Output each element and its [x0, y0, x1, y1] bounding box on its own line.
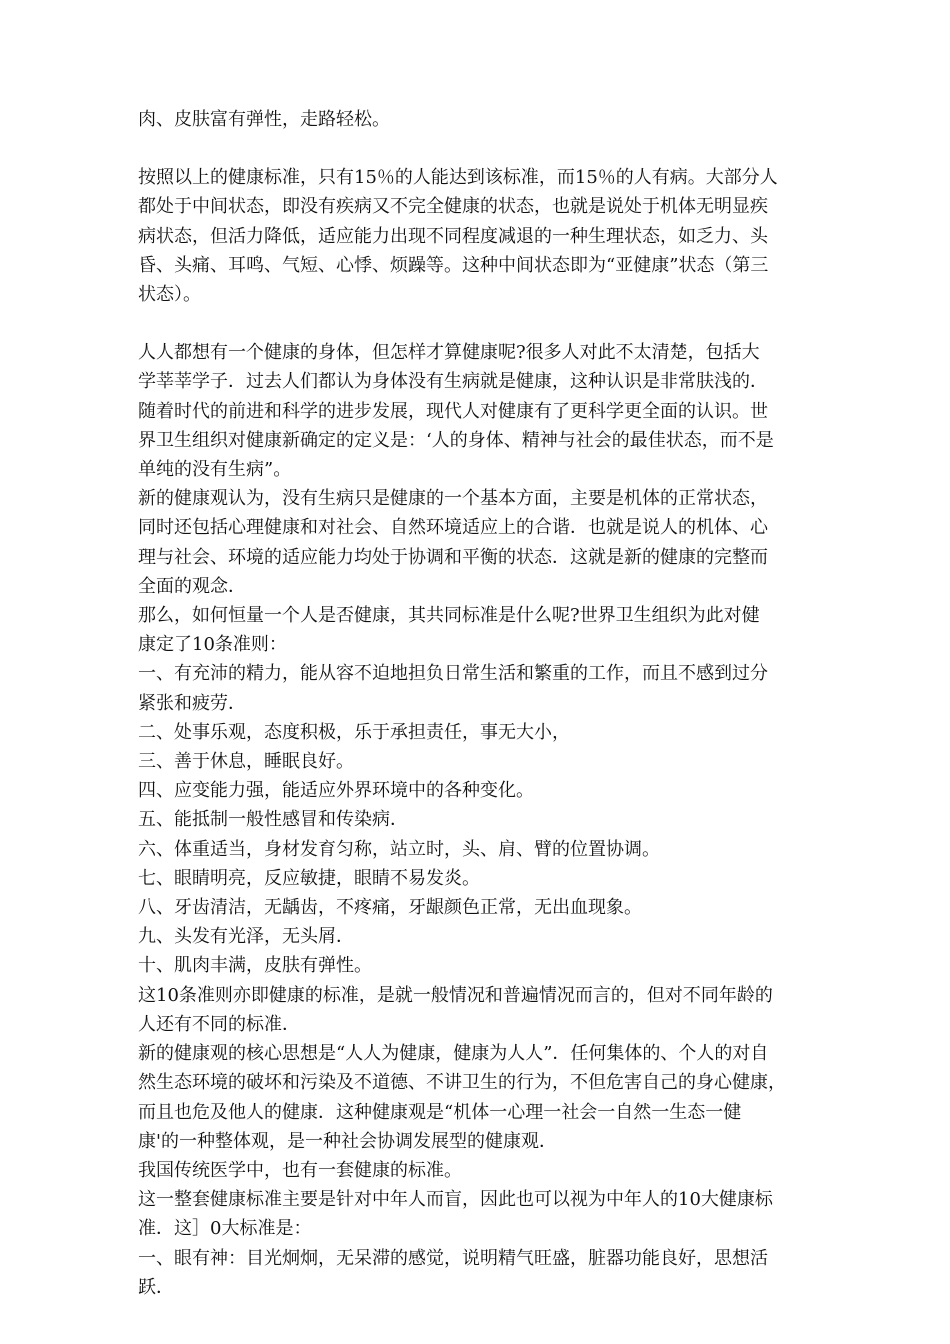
text-line: 状态）。	[138, 284, 201, 306]
text-line: 昏、头痛、耳鸣、气短、心悸、烦躁等。这种中间状态即为“亚健康”状态（第三	[138, 254, 769, 276]
text-line: 二、处事乐观，态度积极，乐于承担责任，事无大小，	[138, 721, 570, 743]
paragraph-p2	[138, 163, 828, 309]
paragraph-p10	[138, 805, 828, 834]
paragraph-p11	[138, 835, 828, 864]
text-line: 这10条准则亦即健康的标准，是就一般情况和普遍情况而言的，但对不同年龄的	[138, 984, 773, 1006]
text-line: 三、善于休息，睡眠良好。	[138, 751, 354, 773]
paragraph-p1	[138, 105, 828, 134]
paragraph-p6	[138, 659, 828, 717]
paragraph-p4	[138, 484, 828, 601]
text-line: 单纯的没有生病”。	[138, 459, 292, 481]
text-line: 而且也危及他人的健康．这种健康观是“机体一心理一社会一自然一生态一健	[138, 1101, 742, 1123]
paragraph-p15	[138, 951, 828, 980]
text-line: 十、肌肉丰满，皮肤有弹性。	[138, 955, 372, 977]
text-line: 界卫生组织对健康新确定的定义是：‘人的身体、精神与社会的最佳状态，而不是	[138, 429, 774, 451]
text-line: 康定了10条准则：	[138, 634, 287, 656]
paragraph-p16	[138, 981, 828, 1039]
paragraph-p9	[138, 776, 828, 805]
text-line: 准．这］0大标准是：	[138, 1218, 312, 1240]
text-line: 同时还包括心理健康和对社会、自然环境适应上的合谐．也就是说人的机体、心	[138, 517, 768, 539]
text-line: 一、眼有神：目光炯炯，无呆滞的感觉，说明精气旺盛，脏器功能良好，思想活	[138, 1247, 768, 1269]
paragraph-p19	[138, 1185, 828, 1243]
text-line: 全面的观念．	[138, 575, 246, 597]
text-line: 新的健康观的核心思想是“人人为健康，健康为人人”．任何集体的、个人的对自	[138, 1043, 769, 1065]
text-line: 四、应变能力强，能适应外界环境中的各种变化。	[138, 780, 534, 802]
text-line: 学莘莘学子．过去人们都认为身体没有生病就是健康，这种认识是非常肤浅的．	[138, 371, 768, 393]
paragraph-p18	[138, 1156, 828, 1185]
text-line: 康'的一种整体观，是一种社会协调发展型的健康观．	[138, 1130, 557, 1152]
paragraph-p3	[138, 338, 828, 484]
paragraph-p14	[138, 922, 828, 951]
paragraph-p7	[138, 718, 828, 747]
text-line: 病状态，但活力降低，适应能力出现不同程度减退的一种生理状态，如乏力、头	[138, 225, 768, 247]
text-line: 都处于中间状态，即没有疾病又不完全健康的状态，也就是说处于机体无明显疾	[138, 196, 768, 218]
text-line: 那么，如何恒量一个人是否健康，其共同标准是什么呢?世界卫生组织为此对健	[138, 605, 760, 627]
text-line: 九、头发有光泽，无头屑．	[138, 926, 354, 948]
text-line: 五、能抵制一般性感冒和传染病．	[138, 809, 408, 831]
text-line: 六、体重适当，身材发育匀称，站立时，头、肩、臂的位置协调。	[138, 838, 660, 860]
text-line: 人还有不同的标准．	[138, 1013, 300, 1035]
paragraph-p5	[138, 601, 828, 659]
text-line: 七、眼睛明亮，反应敏捷，眼睛不易发炎。	[138, 867, 480, 889]
text-line: 按照以上的健康标准，只有15％的人能达到该标准，而15％的人有病。大部分人	[138, 167, 778, 189]
document-page	[138, 105, 828, 1302]
text-line: 肉、皮肤富有弹性，走路轻松。	[138, 109, 390, 130]
text-line: 八、牙齿清洁，无龋齿，不疼痛，牙龈颜色正常，无出血现象。	[138, 897, 642, 919]
text-line: 人人都想有一个健康的身体，但怎样才算健康呢?很多人对此不太清楚，包括大	[138, 342, 760, 364]
text-line: 然生态环境的破坏和污染及不道德、不讲卫生的行为，不但危害自己的身心健康，	[138, 1072, 786, 1094]
paragraph-p13	[138, 893, 828, 922]
text-line: 理与社会、环境的适应能力均处于协调和平衡的状态．这就是新的健康的完整而	[138, 546, 768, 568]
text-line: 随着时代的前进和科学的进步发展，现代人对健康有了更科学更全面的认识。世	[138, 400, 768, 422]
text-line: 一、有充沛的精力，能从容不迫地担负日常生活和繁重的工作，而且不感到过分	[138, 663, 768, 685]
paragraph-p8	[138, 747, 828, 776]
paragraph-p12	[138, 864, 828, 893]
text-line: 我国传统医学中，也有一套健康的标准。	[138, 1159, 462, 1181]
text-line: 新的健康观认为，没有生病只是健康的一个基本方面，主要是机体的正常状态，	[138, 488, 768, 510]
paragraph-p17	[138, 1039, 828, 1156]
text-line: 这一整套健康标准主要是针对中年人而盲，因此也可以视为中年人的10大健康标	[138, 1189, 773, 1211]
text-line: 跃．	[138, 1276, 174, 1298]
paragraph-p20	[138, 1244, 828, 1302]
text-line: 紧张和疲劳．	[138, 692, 246, 714]
